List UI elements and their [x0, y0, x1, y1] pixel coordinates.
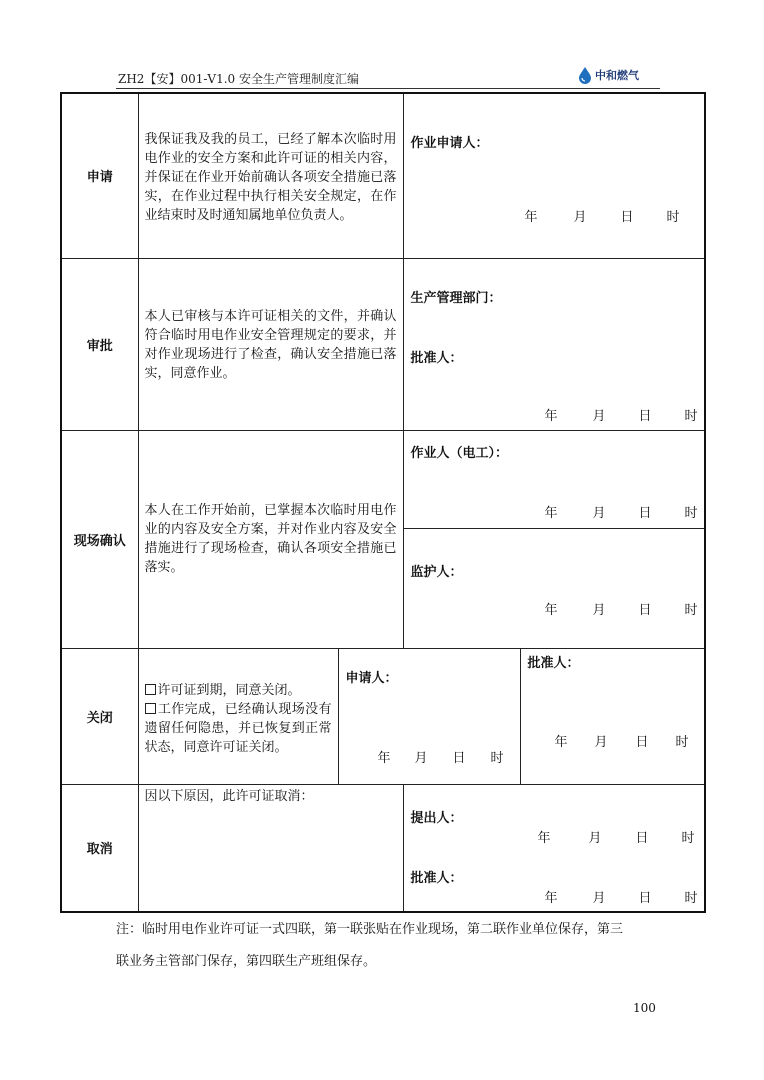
confirm-statement-cell — [138, 430, 403, 648]
row-label-confirm: 现场确认 — [61, 430, 138, 648]
production-dept-label: 生产管理部门： — [410, 290, 502, 306]
cancel-approver-date: 年 月 日 时 — [544, 890, 698, 906]
header-divider — [116, 88, 660, 89]
row-label-cancel: 取消 — [61, 784, 138, 912]
apply-signature-cell[interactable] — [403, 93, 705, 258]
page-number: 100 — [633, 1001, 656, 1015]
row-apply — [61, 93, 705, 258]
close-approver-date: 年 月 日 时 — [554, 734, 689, 750]
footnote-line-1: 注：临时用电作业许可证一式四联，第一联张贴在作业现场，第二联作业单位保存，第三 — [116, 922, 624, 937]
approve-date: 年 月 日 时 — [544, 408, 698, 424]
permit-form-table — [60, 92, 706, 913]
close-applicant-cell[interactable] — [338, 648, 520, 784]
proposer-date: 年 月 日 时 — [537, 830, 695, 846]
guardian-label: 监护人： — [410, 564, 463, 580]
company-logo — [578, 66, 639, 84]
row-close — [61, 648, 705, 784]
water-drop-icon — [578, 66, 592, 84]
footnote-line-2: 联业务主管部门保存，第四联生产班组保存。 — [116, 954, 377, 969]
worker-date: 年 月 日 时 — [544, 505, 698, 521]
approver-label: 批准人： — [410, 350, 463, 366]
cancel-reason-cell[interactable] — [138, 784, 403, 912]
close-options-cell — [138, 648, 338, 784]
close-applicant-date: 年 月 日 时 — [377, 750, 504, 766]
close-applicant-label: 申请人： — [345, 670, 398, 686]
close-option-completed[interactable]: 工作完成，已经确认现场没有遗留任何隐患，并已恢复到正常状态，同意许可证关闭。 — [144, 701, 332, 755]
guardian-signature-cell[interactable] — [403, 528, 705, 648]
guardian-date: 年 月 日 时 — [544, 602, 698, 618]
row-approve — [61, 258, 705, 430]
row-label-approve: 审批 — [61, 258, 138, 430]
worker-electrician-label: 作业人（电工）： — [410, 445, 509, 461]
close-approver-label: 批准人： — [527, 655, 580, 671]
cancel-signature-cell[interactable] — [403, 784, 705, 912]
confirm-statement: 本人在工作开始前，已掌握本次临时用电作业的内容及安全方案，并对作业内容及安全措施进行了现场检查，确认各项安全措施已落实。 — [144, 503, 397, 575]
checkbox-icon[interactable] — [145, 684, 156, 695]
row-label-apply: 申请 — [61, 93, 138, 258]
close-option-expired[interactable]: 许可证到期，同意关闭。 — [145, 681, 332, 700]
cancel-approver-label: 批准人： — [410, 870, 463, 886]
row-label-close: 关闭 — [61, 648, 138, 784]
close-approver-cell[interactable] — [520, 648, 705, 784]
document-code: ZH2【安】001-V1.0 安全生产管理制度汇编 — [118, 72, 359, 86]
proposer-label: 提出人： — [410, 810, 463, 826]
logo-text: 中和燃气 — [595, 69, 639, 82]
apply-statement-cell — [138, 93, 403, 258]
row-confirm — [61, 430, 705, 528]
cancel-reason-text: 因以下原因，此许可证取消： — [144, 788, 314, 804]
approve-statement-cell — [138, 258, 403, 430]
row-cancel — [61, 784, 705, 912]
apply-date: 年 月 日 时 — [524, 210, 680, 225]
apply-statement: 我保证我及我的员工，已经了解本次临时用电作业的安全方案和此许可证的相关内容，并保证在作业开始前确认各项安全措施已落实，在作业过程中执行相关安全规定，在作业结束时及时通知属地单位负责人。 — [144, 132, 397, 223]
approve-statement: 本人已审核与本许可证相关的文件，并确认符合临时用电作业安全管理规定的要求，并对作业现场进行了检查，确认安全措施已落实，同意作业。 — [144, 308, 397, 381]
approve-signature-cell[interactable] — [403, 258, 705, 430]
close-options — [139, 649, 338, 757]
applicant-label: 作业申请人： — [410, 136, 489, 151]
checkbox-icon[interactable] — [145, 703, 156, 714]
worker-signature-cell[interactable] — [403, 430, 705, 528]
